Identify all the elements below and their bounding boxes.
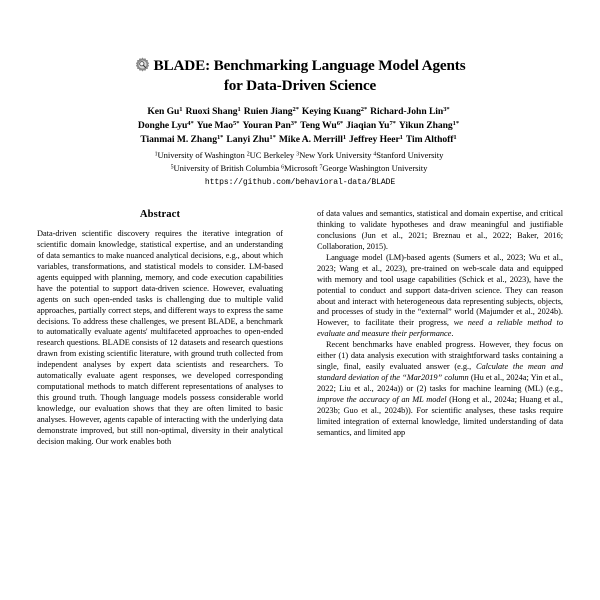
author-entry: [242, 120, 297, 131]
author-entry: [399, 120, 459, 131]
author-entry: [302, 106, 367, 117]
left-column: [37, 209, 283, 600]
author-affiliation-marker: 1*: [216, 134, 224, 142]
author-name: Jeffrey Heer: [349, 134, 400, 146]
author-entry: [147, 106, 182, 117]
affiliation-list: [16, 149, 584, 174]
affiliation-line-1: [16, 149, 584, 161]
intro-paragraph-2: [317, 253, 563, 341]
affiliation-name: George Washington University: [322, 162, 428, 173]
author-affiliation-marker: 1: [399, 134, 403, 142]
author-affiliation-marker: 5*: [233, 119, 240, 127]
author-name: Ken Gu: [147, 105, 180, 117]
affiliation-marker: 5: [170, 164, 174, 171]
para2-text-b: .: [451, 329, 454, 339]
affiliation-marker: 7: [319, 164, 323, 171]
author-entry: [406, 134, 457, 145]
author-affiliation-marker: 3*: [290, 119, 298, 127]
two-column-body: [0, 209, 600, 600]
affiliation-entry: [296, 150, 371, 160]
affiliation-marker: 1: [154, 151, 158, 158]
author-entry: [346, 120, 396, 131]
author-name: Ruien Jiang: [243, 105, 293, 117]
author-name: Yue Mao: [196, 119, 234, 131]
affiliation-name: University of British Columbia: [173, 162, 280, 173]
author-line-3: [34, 133, 566, 147]
author-name: Teng Wu: [300, 119, 337, 131]
author-affiliation-marker: 1*: [269, 134, 276, 142]
author-entry: [226, 134, 275, 145]
author-name: Ruoxi Shang: [185, 105, 238, 117]
intro-paragraph-1: of data values and semantics, statistical and domain expertise, and critical thinking to validate hypotheses and draw meaningful and justifiable conclusions (Jun et al., 2021; Breznau et al., 2022; Baker, 2016; Collaboration, 2015).: [317, 209, 563, 251]
affiliation-marker: 4: [373, 151, 377, 158]
author-entry: [349, 134, 403, 145]
author-affiliation-marker: 1*: [452, 119, 460, 127]
author-affiliation-marker: 1: [342, 134, 347, 142]
author-list: [34, 105, 566, 148]
affiliation-entry: [247, 150, 294, 160]
page-title: [48, 56, 552, 96]
author-entry: [244, 106, 299, 117]
author-entry: [140, 134, 223, 145]
para3-text-a: Recent benchmarks have enabled progress. However, they focus on either (1) data analysis execution with straightforward tasks containing a single, final, easily evaluated answer (e.g.,: [317, 340, 563, 372]
affiliation-marker: 2: [246, 151, 250, 158]
repository-url[interactable]: https://github.com/behavioral-data/BLADE: [204, 178, 396, 188]
affiliation-name: Microsoft: [284, 162, 318, 173]
author-name: Youran Pan: [242, 119, 291, 131]
para2-emphasis: we need a reliable method to evaluate and measure their performance: [317, 318, 563, 339]
abstract-heading: Abstract: [139, 209, 181, 220]
author-name: Tim Althoff: [405, 134, 454, 146]
author-name: Mike A. Merrill: [278, 134, 343, 146]
para3-example-2: improve the accuracy of an ML model: [317, 394, 447, 404]
affiliation-entry: [155, 150, 245, 160]
affiliation-entry: [171, 163, 280, 173]
affiliation-name: University of Washington: [157, 150, 245, 161]
title-text-line-1: BLADE: Benchmarking Language Model Agents: [153, 57, 466, 74]
author-name: Lanyi Zhu: [226, 134, 270, 146]
right-column: [317, 209, 563, 600]
author-affiliation-marker: 1: [453, 134, 457, 142]
author-entry: [197, 120, 240, 131]
affiliation-marker: 6: [281, 164, 285, 171]
author-affiliation-marker: 3*: [443, 105, 450, 113]
author-affiliation-marker: 7*: [389, 119, 396, 127]
affiliation-name: Stanford University: [376, 150, 444, 161]
author-entry: [300, 120, 343, 131]
affiliation-marker: 3: [296, 151, 300, 158]
author-entry: [370, 106, 449, 117]
author-name: Jiaqian Yu: [346, 119, 390, 131]
author-affiliation-marker: 4*: [187, 119, 194, 127]
affiliation-entry: [281, 163, 317, 173]
author-affiliation-marker: 6*: [336, 119, 344, 127]
affiliation-entry: [373, 150, 443, 160]
para3-text-b: (Hu et al., 2024a; Yin et al., 2022; Liu et al., 2024a)) or (2) tasks for machine learning (ML) (e.g.,: [317, 373, 563, 393]
abstract-text: Data-driven scientific discovery requires the iterative integration of scientific domain knowledge, statistical expertise, and an understanding of data semantics to make nuanced analytical decisions, e.g., about which variables, transformations, and statistical models to consider. LM-based agents equipped with planning, memory, and code execution capabilities have the potential to support data-driven science. However, evaluating agents on such open-ended tasks is challenging due to multiple valid approaches, partially correct steps, and different ways to express the same decisions. To address these challenges, we present BLADE, a benchmark to automatically evaluate agents' multifaceted approaches to open-ended research questions. BLADE consists of 12 datasets and research questions drawn from existing scientific literature, with ground truth collected from independent analyses by expert data scientists and researchers. To automatically evaluate agent responses, we developed corresponding computational methods to match different representations of analyses to this ground truth. Though language models possess considerable world knowledge, our evaluation shows that they are often limited to basic analyses. However, agents capable of interacting with the underlying data demonstrate improved, but still non-optimal, diversity in their analytical decision making. Our work enables both: [37, 229, 283, 446]
gear-magnifier-icon: [135, 57, 150, 72]
author-line-2: [34, 119, 566, 133]
para3-example-1: Calculate the mean and standard deviation of the “Mar2019” column: [317, 362, 563, 383]
author-affiliation-marker: 2*: [292, 105, 299, 113]
para2-text-a: Language model (LM)-based agents (Sumers et al., 2023; Wu et al., 2023; Wang et al., 2023), pre-trained on web-scale data and equipped with memory and tool usage capabilities (Schick et al., 2023), have the potential to conduct and support data-driven science. They can reason about and interact with heterogeneous data representing subjects, objects, and processes of study in the “external” world (Majumder et al., 2024b). However, to facilitate their progress,: [317, 252, 563, 328]
affiliation-line-2: [16, 162, 584, 174]
author-entry: [279, 134, 346, 145]
author-entry: [186, 106, 241, 117]
intro-paragraph-3: [317, 340, 563, 438]
author-name: Richard-John Lin: [370, 105, 444, 117]
author-affiliation-marker: 1: [179, 105, 183, 113]
para3-text-c: (Hong et al., 2024a; Huang et al., 2023b; Guo et al., 2024b)). For scientific analyses, these tasks require limited integration of external knowledge, limited understanding of data semantics, and limited app: [317, 394, 563, 437]
author-name: Donghe Lyu: [137, 119, 188, 131]
author-name: Tianmai M. Zhang: [140, 134, 217, 146]
author-affiliation-marker: 1: [237, 105, 241, 113]
author-line-1: [34, 105, 566, 119]
author-name: Keying Kuang: [301, 105, 361, 117]
affiliation-name: New York University: [299, 150, 372, 161]
title-line-1: [48, 56, 552, 76]
affiliation-entry: [320, 163, 428, 173]
title-text-line-2: for Data-Driven Science: [223, 76, 377, 94]
author-entry: [138, 120, 194, 131]
author-affiliation-marker: 2*: [360, 105, 368, 113]
affiliation-name: UC Berkeley: [249, 150, 295, 161]
author-name: Yikun Zhang: [398, 119, 453, 131]
title-block: [0, 0, 600, 187]
